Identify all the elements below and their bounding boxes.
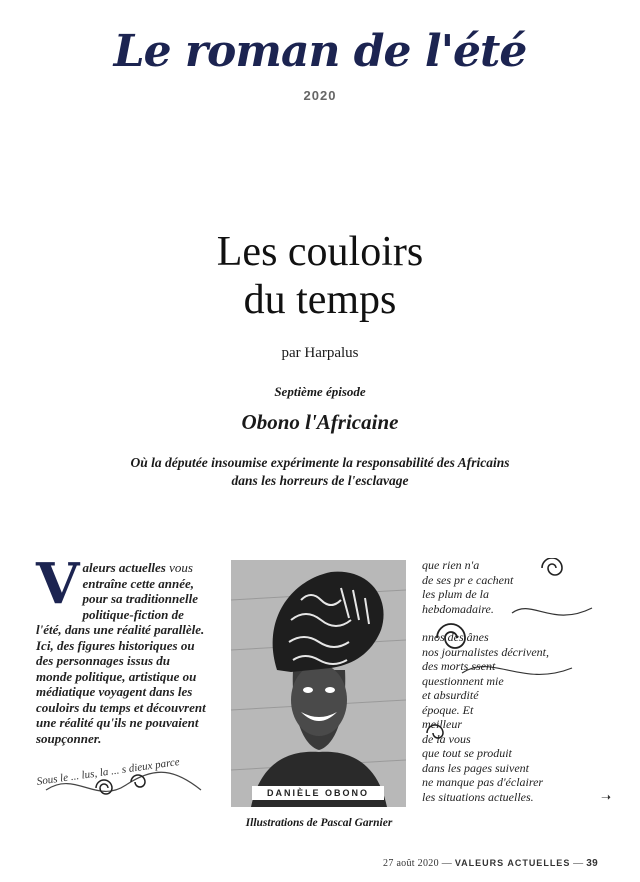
continue-arrow-icon: ➝: [601, 790, 612, 804]
dropcap: V: [36, 551, 80, 617]
rc-line: nos journalistes décrivent,: [422, 644, 549, 659]
rc-line: époque. Et: [422, 702, 474, 717]
rc-line: les situations actuelles.: [422, 789, 534, 804]
rc-line: et absurdité: [422, 688, 479, 702]
rc-line: ne manque pas d'éclairer: [422, 775, 544, 789]
series-title: Le roman de l'été: [113, 26, 527, 77]
swirl-text-left: Sous le ... lus, la ... s dieux parce: [36, 755, 181, 788]
intro-paragraph: [36, 551, 208, 746]
rc-line: hebdomadaire.: [422, 601, 494, 616]
rc-line: que tout se produit: [422, 746, 512, 760]
intro-text-a: aleurs actuelles: [82, 560, 170, 575]
right-column-text: [422, 558, 602, 808]
summary-line-2: dans les horreurs de l'esclavage: [231, 473, 409, 488]
intro-text-b: vous: [169, 560, 193, 575]
illustration-credit: Illustrations de Pascal Garnier: [245, 817, 393, 829]
rc-line: de ses pr e cachent: [422, 572, 514, 587]
page-number: 39: [586, 858, 598, 869]
summary-line-1: Où la députée insoumise expérimente la responsabilité des Africains: [130, 455, 510, 470]
footer-date: 27 août 2020: [383, 858, 439, 869]
intro-text-c: entraîne cette année, pour sa traditionnelle politique-fiction de l'été, dans une réalité parallèle. Ici, des figures historiques ou des personnages issus du monde politique, artistique ou médiatique voyagent dans les couloirs du temps et découvrent une réalité qu'ils ne pouvaient soupçonner.: [36, 575, 206, 746]
footer-sep: —: [441, 858, 452, 869]
rc-line: les plum de la: [422, 587, 489, 601]
portrait-drawing: [231, 560, 406, 807]
portrait-name-label: DANIÈLE OBONO: [252, 786, 384, 800]
rc-line: nnos des ânes: [422, 630, 489, 644]
rc-line: dans les pages suivent: [422, 760, 529, 775]
footer-sep: —: [573, 858, 584, 869]
page-footer: [383, 858, 598, 869]
story-title: [0, 228, 640, 324]
rc-line: que rien n'a: [422, 558, 480, 572]
rc-line: de la vous: [422, 731, 471, 746]
byline: par Harpalus: [281, 345, 359, 361]
rc-line: des morts ssent: [422, 659, 496, 673]
rc-line: [422, 616, 602, 630]
rc-line: questionnent mie: [422, 673, 504, 688]
episode-label: Septième épisode: [274, 384, 366, 399]
episode-title: Obono l'Africaine: [241, 410, 399, 434]
portrait-illustration: [231, 560, 406, 807]
rc-line: meilleur: [422, 717, 462, 731]
footer-magazine: VALEURS ACTUELLES: [454, 858, 571, 868]
episode-summary: [60, 454, 580, 490]
story-title-line-2: du temps: [243, 277, 397, 323]
series-year: 2020: [303, 88, 337, 103]
story-title-line-1: Les couloirs: [216, 229, 424, 275]
